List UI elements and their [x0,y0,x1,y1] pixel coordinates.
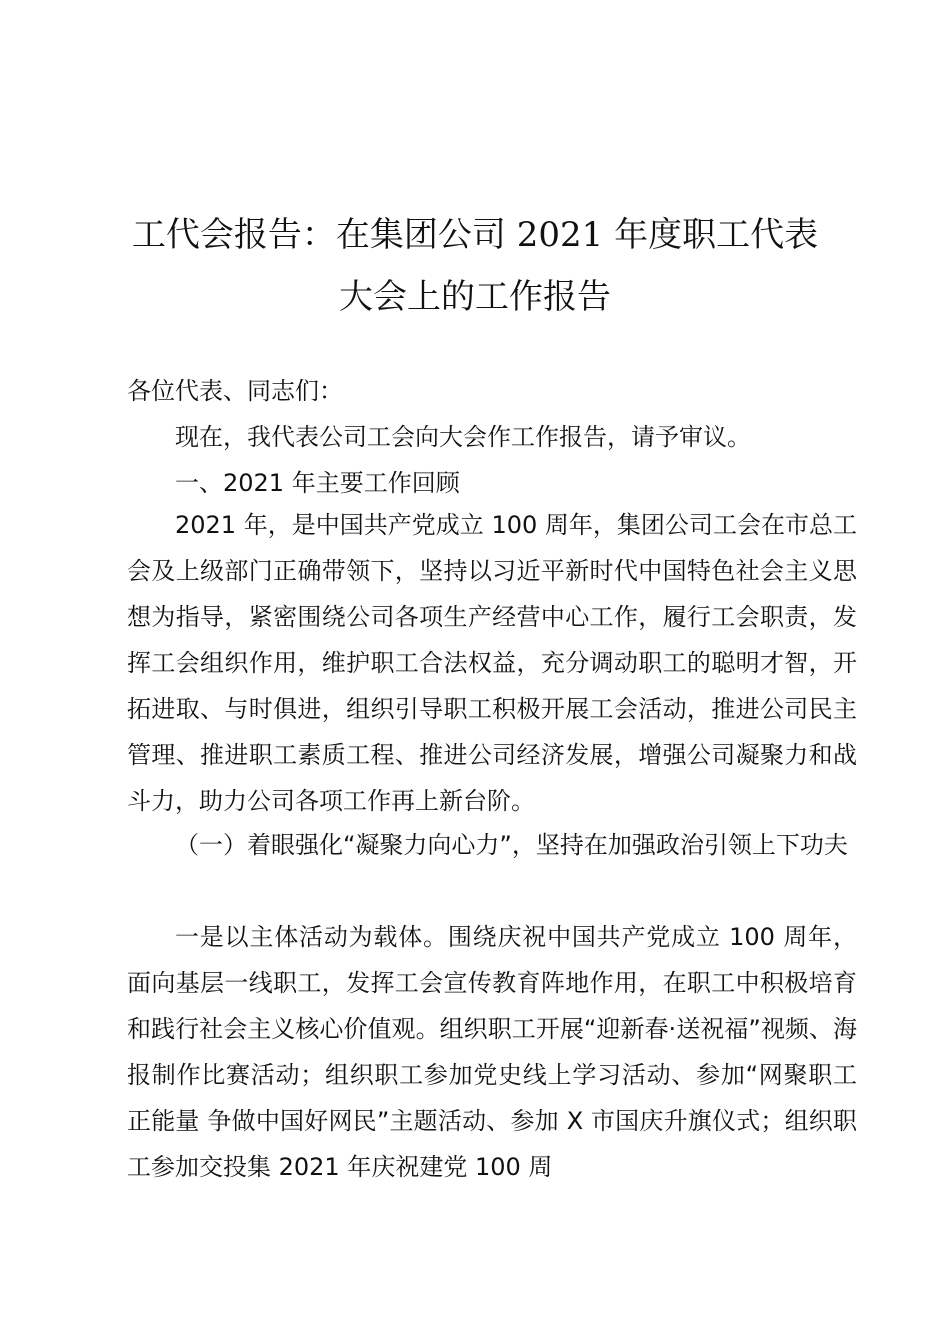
salutation: 各位代表、同志们： [127,377,343,405]
subsection-heading-1-1: （一）着眼强化“凝聚力向心力”，坚持在加强政治引领上下功夫 [175,831,848,859]
section-heading-1: 一、2021 年主要工作回顾 [175,469,460,497]
review-paragraph: 2021 年，是中国共产党成立 100 周年，集团公司工会在市总工会及上级部门正确带领下，坚持以习近平新时代中国特色社会主义思想为指导，紧密围绕公司各项生产经营中心工作，履行工会职责，发挥工会组织作用，维护职工合法权益，充分调动职工的聪明才智，开拓进取、与时俱进，组织引导职工积极开展工会活动，推进公司民主管理、推进职工素质工程、推进公司经济发展，增强公司凝聚力和战斗力，助力公司各项工作再上新台阶。 [127,511,857,815]
document-title-line-1: 工代会报告：在集团公司 2021 年度职工代表 [131,215,819,255]
activities-paragraph: 一是以主体活动为载体。围绕庆祝中国共产党成立 100 周年，面向基层一线职工，发挥工会宣传教育阵地作用，在职工中积极培育和践行社会主义核心价值观。组织职工开展“迎新春·送祝福”视频、海报制作比赛活动；组织职工参加党史线上学习活动、参加“网聚职工正能量 争做中国好网民”主题活动、参加 X 市国庆升旗仪式；组织职工参加交投集 2021 年庆祝建党 100 周 [127,923,857,1181]
intro-paragraph: 现在，我代表公司工会向大会作工作报告，请予审议。 [175,423,751,451]
document-title-line-2: 大会上的工作报告 [339,277,611,317]
